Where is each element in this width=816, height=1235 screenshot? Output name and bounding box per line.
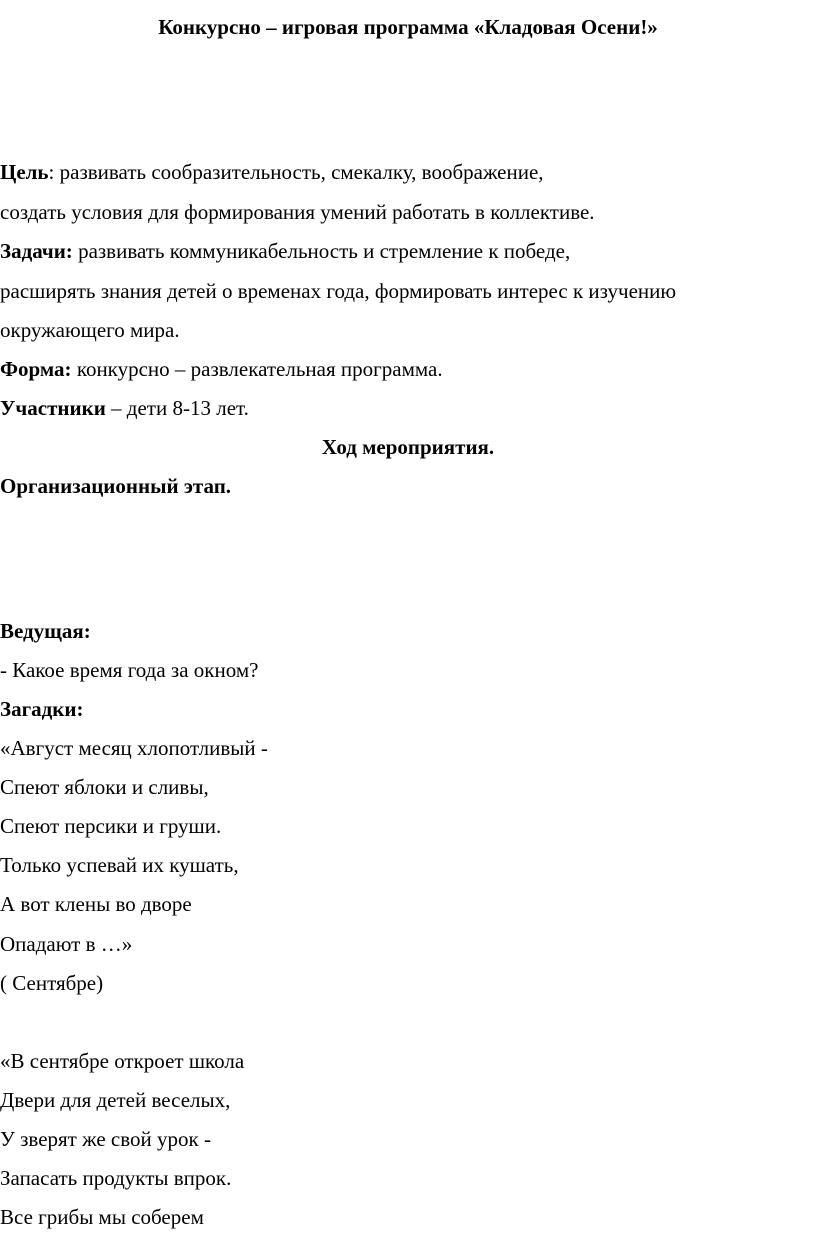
form-line	[0, 359, 443, 380]
host-label: Ведущая:	[0, 619, 91, 643]
participants-text: – дети 8-13 лет.	[105, 396, 249, 420]
tasks-label: Задачи:	[0, 239, 73, 263]
participants-line	[0, 398, 249, 419]
riddle1-line-1: «Август месяц хлопотливый -	[0, 736, 268, 760]
host-question: - Какое время года за окном?	[0, 658, 259, 682]
goal-label: Цель	[0, 160, 49, 184]
stage-heading: Организационный этап.	[0, 474, 232, 498]
riddle2-line-3: У зверят же свой урок -	[0, 1127, 211, 1151]
goal-text: : развивать сообразительность, смекалку, воображение,	[48, 160, 544, 184]
tasks-line-3: окружающего мира.	[0, 318, 180, 342]
riddle2-line-5: Все грибы мы соберем	[0, 1205, 204, 1229]
riddle2-line-4: Запасать продукты впрок.	[0, 1166, 232, 1190]
tasks-line-2: расширять знания детей о временах года, формировать интерес к изучению	[0, 279, 677, 303]
tasks-line	[0, 241, 570, 262]
riddle2-line-2: Двери для детей веселых,	[0, 1088, 231, 1112]
riddle1-line-5: А вот клены во дворе	[0, 892, 192, 916]
riddle2-line-1: «В сентябре откроет школа	[0, 1049, 245, 1073]
form-text: конкурсно – развлекательная программа.	[71, 357, 443, 381]
event-heading: Ход мероприятия.	[321, 435, 495, 459]
riddles-label: Загадки:	[0, 697, 84, 721]
riddle1-line-7: ( Сентябре)	[0, 971, 104, 995]
goal-line	[0, 162, 544, 183]
tasks-text: развивать коммуникабельность и стремление к победе,	[72, 239, 571, 263]
riddle1-line-4: Только успевай их кушать,	[0, 853, 239, 877]
goal-line-2: создать условия для формирования умений работать в коллективе.	[0, 200, 595, 224]
form-label: Форма:	[0, 357, 72, 381]
riddle1-line-3: Спеют персики и груши.	[0, 814, 222, 838]
riddle1-line-6: Опадают в …»	[0, 932, 133, 956]
document-title: Конкурсно – игровая программа «Кладовая Осени!»	[158, 15, 658, 39]
participants-label: Участники	[0, 396, 106, 420]
riddle1-line-2: Спеют яблоки и сливы,	[0, 775, 209, 799]
